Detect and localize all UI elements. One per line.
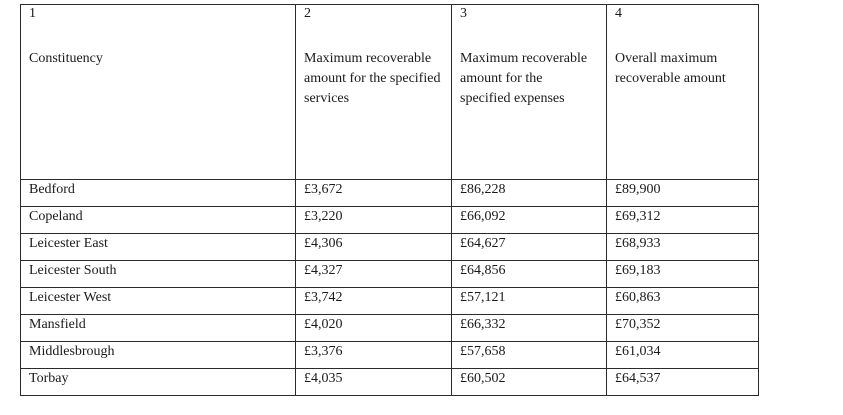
constituency-cell: Leicester West <box>21 288 296 315</box>
overall-amount-cell: £70,352 <box>607 315 759 342</box>
services-amount-cell: £4,020 <box>296 315 452 342</box>
constituency-cell: Mansfield <box>21 315 296 342</box>
table-row <box>21 369 759 396</box>
column-header: Overall maximum recoverable amount <box>615 51 726 86</box>
table-row <box>21 261 759 288</box>
constituency-cell: Leicester South <box>21 261 296 288</box>
header-cell-expenses <box>452 5 607 180</box>
column-number: 1 <box>29 6 36 21</box>
overall-amount-cell: £69,312 <box>607 207 759 234</box>
constituency-cell: Torbay <box>21 369 296 396</box>
overall-amount-cell: £89,900 <box>607 180 759 207</box>
overall-amount-cell: £68,933 <box>607 234 759 261</box>
header-row <box>21 5 759 180</box>
constituency-cell: Middlesbrough <box>21 342 296 369</box>
expenses-amount-cell: £64,627 <box>452 234 607 261</box>
expenses-amount-cell: £60,502 <box>452 369 607 396</box>
overall-amount-cell: £64,537 <box>607 369 759 396</box>
overall-amount-cell: £61,034 <box>607 342 759 369</box>
services-amount-cell: £3,376 <box>296 342 452 369</box>
column-header: Maximum recoverable amount for the specified expenses <box>460 51 588 106</box>
services-amount-cell: £3,742 <box>296 288 452 315</box>
header-cell-overall <box>607 5 759 180</box>
expenses-amount-cell: £57,658 <box>452 342 607 369</box>
expenses-amount-cell: £86,228 <box>452 180 607 207</box>
expenses-amount-cell: £66,332 <box>452 315 607 342</box>
table-row <box>21 288 759 315</box>
expenses-amount-cell: £64,856 <box>452 261 607 288</box>
constituency-cell: Copeland <box>21 207 296 234</box>
table-row <box>21 342 759 369</box>
table-row <box>21 234 759 261</box>
overall-amount-cell: £69,183 <box>607 261 759 288</box>
header-cell-services <box>296 5 452 180</box>
services-amount-cell: £4,306 <box>296 234 452 261</box>
recoverable-amounts-table <box>20 4 759 396</box>
table-row <box>21 180 759 207</box>
constituency-cell: Leicester East <box>21 234 296 261</box>
overall-amount-cell: £60,863 <box>607 288 759 315</box>
constituency-cell: Bedford <box>21 180 296 207</box>
column-number: 3 <box>460 6 467 21</box>
expenses-amount-cell: £57,121 <box>452 288 607 315</box>
column-number: 4 <box>615 6 622 21</box>
expenses-amount-cell: £66,092 <box>452 207 607 234</box>
header-cell-constituency <box>21 5 296 180</box>
services-amount-cell: £3,672 <box>296 180 452 207</box>
services-amount-cell: £3,220 <box>296 207 452 234</box>
column-header: Constituency <box>29 51 103 66</box>
services-amount-cell: £4,035 <box>296 369 452 396</box>
column-header: Maximum recoverable amount for the specified services <box>304 51 441 106</box>
table-row <box>21 315 759 342</box>
table-row <box>21 207 759 234</box>
services-amount-cell: £4,327 <box>296 261 452 288</box>
column-number: 2 <box>304 6 311 21</box>
